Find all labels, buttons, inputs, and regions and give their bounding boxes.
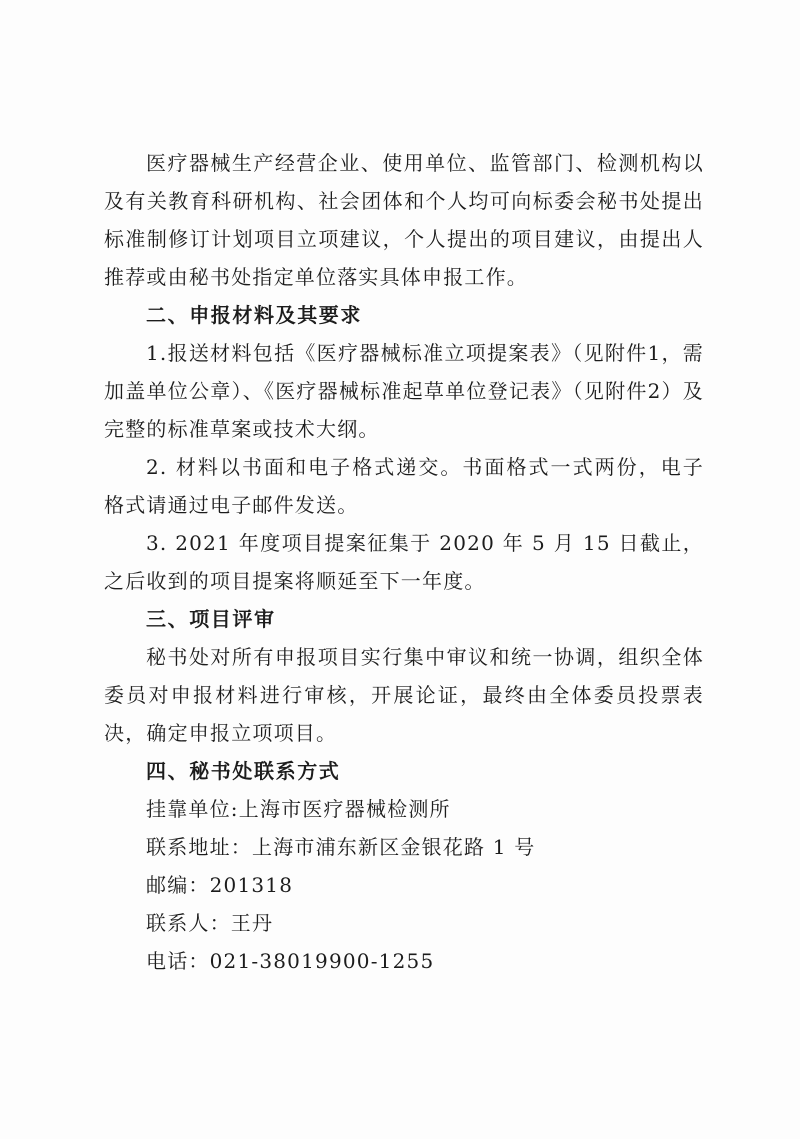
intro-paragraph: 医疗器械生产经营企业、使用单位、监管部门、检测机构以及有关教育科研机构、社会团体和个人均可向标委会秘书处提出标准制修订计划项目立项建议，个人提出的项目建议，由提出人推荐或由秘书处指定单位落实具体申报工作。 <box>104 151 704 289</box>
document-body <box>104 144 704 980</box>
section-3-paragraph: 秘书处对所有申报项目实行集中审议和统一协调，组织全体委员对申报材料进行审核，开展论证，最终由全体委员投票表决，确定申报立项项目。 <box>104 645 704 745</box>
contact-person: 联系人：王丹 <box>146 911 274 935</box>
contact-unit: 挂靠单位:上海市医疗器械检测所 <box>146 797 451 821</box>
section-2-item-1: 1.报送材料包括《医疗器械标准立项提案表》（见附件1，需加盖单位公章）、《医疗器械标准起草单位登记表》（见附件2）及完整的标准草案或技术大纲。 <box>104 341 704 441</box>
section-3-heading: 三、项目评审 <box>146 607 276 631</box>
contact-address: 联系地址：上海市浦东新区金银花路 1 号 <box>146 835 536 859</box>
section-2-heading: 二、申报材料及其要求 <box>146 303 362 327</box>
contact-phone: 电话：021-38019900-1255 <box>146 949 435 973</box>
section-2-item-3: 3. 2021 年度项目提案征集于 2020 年 5 月 15 日截止，之后收到的项目提案将顺延至下一年度。 <box>104 531 704 593</box>
contact-postcode: 邮编：201318 <box>146 873 294 897</box>
section-4-heading: 四、秘书处联系方式 <box>146 759 341 783</box>
section-2-item-2: 2. 材料以书面和电子格式递交。书面格式一式两份，电子格式请通过电子邮件发送。 <box>104 455 704 517</box>
